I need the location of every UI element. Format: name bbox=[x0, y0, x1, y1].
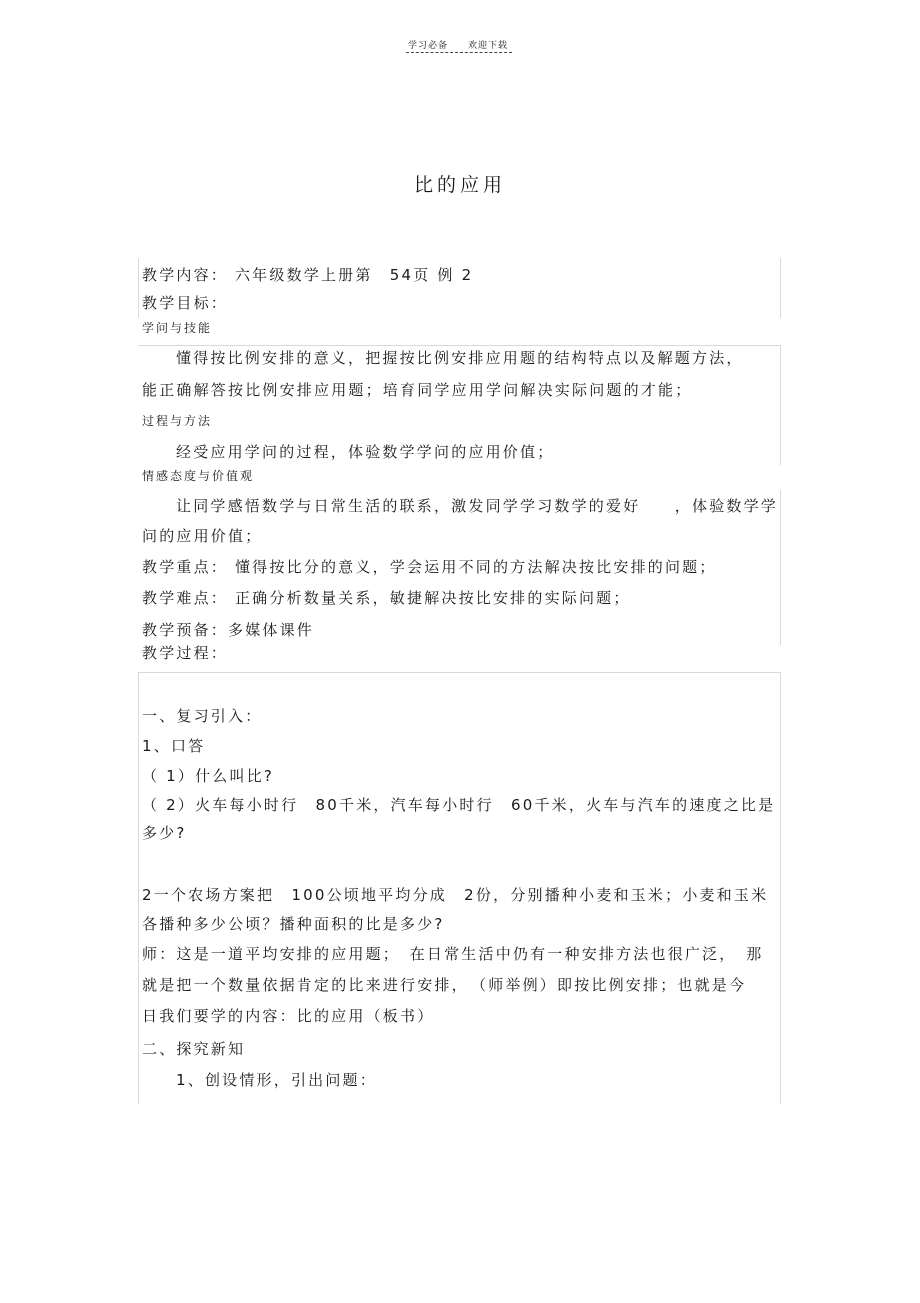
header-right-text: 欢迎下载 bbox=[468, 41, 509, 51]
teacher-line-3: 日我们要学的内容：比的应用（板书） bbox=[142, 1007, 435, 1025]
process-method-heading: 过程与方法 bbox=[142, 414, 213, 428]
teaching-goals-label: 教学目标： bbox=[142, 294, 229, 312]
frame-top-line-2 bbox=[138, 345, 780, 346]
knowledge-skill-heading: 学问与技能 bbox=[142, 321, 213, 335]
question-1: （ 1）什么叫比? bbox=[142, 767, 275, 785]
process-line-1: 经受应用学问的过程，体验数学学问的应用价值； bbox=[176, 443, 555, 461]
frame-right-line-1 bbox=[780, 258, 781, 318]
teacher-line-1: 师：这是一道平均安排的应用题； 在日常生活中仍有一种安排方法也很广泛， 那 bbox=[142, 945, 764, 963]
emotion-values-heading: 情感态度与价值观 bbox=[142, 469, 255, 483]
key-point: 教学重点： 懂得按比分的意义，学会运用不同的方法解决按比安排的问题； bbox=[142, 558, 717, 576]
review-heading: 一、复习引入： bbox=[142, 707, 263, 725]
frame-left-line-1 bbox=[138, 258, 139, 318]
teacher-line-2: 就是把一个数量依据肯定的比来进行安排， （师举例）即按比例安排；也就是今 bbox=[142, 976, 747, 994]
frame-right-line-4 bbox=[780, 672, 781, 1104]
knowledge-line-2: 能正确解答按比例安排应用题；培育同学应用学问解决实际问题的才能； bbox=[142, 381, 693, 399]
header-left-text: 学习必备 bbox=[408, 41, 449, 51]
explore-heading: 二、探究新知 bbox=[142, 1040, 246, 1058]
frame-right-line-3 bbox=[780, 490, 781, 645]
frame-top-line-4 bbox=[138, 672, 780, 673]
frame-right-line-2 bbox=[780, 345, 781, 465]
oral-label: 1、口答 bbox=[142, 737, 206, 755]
frame-left-line-4 bbox=[138, 672, 139, 1104]
knowledge-line-1: 懂得按比例安排的意义，把握按比例安排应用题的结构特点以及解题方法， bbox=[176, 349, 744, 367]
explore-line-1: 1、创设情形，引出问题： bbox=[176, 1071, 377, 1089]
document-title: 比的应用 bbox=[413, 174, 506, 196]
problem-2-line-2: 各播种多少公顷？播种面积的比是多少? bbox=[142, 915, 445, 933]
problem-2-line-1: 2一个农场方案把 100公顷地平均分成 2份，分别播种小麦和玉米；小麦和玉米 bbox=[142, 886, 769, 904]
preparation: 教学预备：多媒体课件 bbox=[142, 621, 315, 639]
emotion-line-2: 问的应用价值； bbox=[142, 527, 263, 545]
header-dashed-rule bbox=[406, 52, 512, 53]
question-2-line-2: 多少? bbox=[142, 824, 187, 842]
page-header bbox=[406, 38, 512, 58]
procedure-label: 教学过程： bbox=[142, 644, 229, 662]
question-2-line-1: （ 2）火车每小时行 80千米，汽车每小时行 60千米，火车与汽车的速度之比是 bbox=[142, 796, 776, 814]
emotion-line-1: 让同学感悟数学与日常生活的联系，激发同学学习数学的爱好 ，体验数学学 bbox=[176, 497, 779, 515]
difficulty: 教学难点： 正确分析数量关系，敏捷解决按比安排的实际问题； bbox=[142, 589, 631, 607]
teaching-content: 教学内容： 六年级数学上册第 54页 例 2 bbox=[142, 266, 474, 284]
